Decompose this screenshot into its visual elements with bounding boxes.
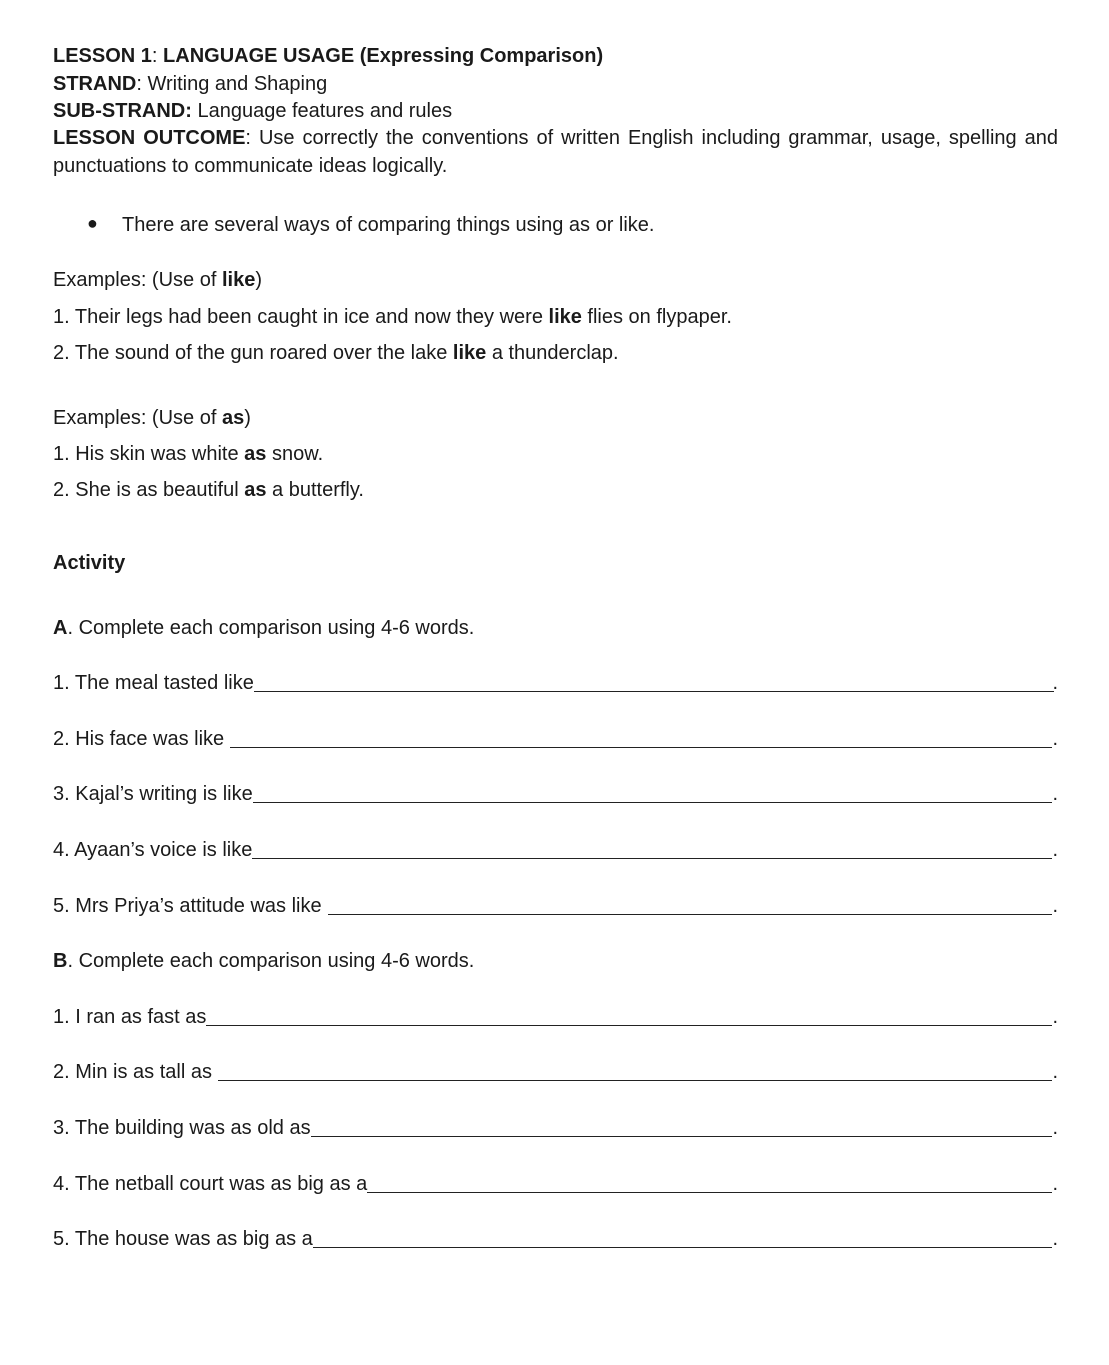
answer-blank[interactable] [252,840,1052,859]
section-b-instruction: B. Complete each comparison using 4-6 words. [53,950,475,972]
substrand-value: Language features and rules [197,100,453,122]
examples-as-heading: Examples: (Use of as) [53,407,251,429]
answer-row-a4: 4. Ayaan’s voice is like . [53,839,1058,861]
answer-blank[interactable] [206,1007,1052,1026]
answer-row-b3: 3. The building was as old as . [53,1117,1058,1139]
intro-bullet-text: There are several ways of comparing things using as or like. [122,214,655,236]
lesson-label: LESSON 1 [53,45,152,67]
substrand-line [53,99,452,123]
answer-row-b2: 2. Min is as tall as . [53,1061,1058,1083]
strand-label: STRAND [53,73,137,95]
outcome-label: LESSON OUTCOME [53,127,246,149]
answer-blank[interactable] [328,896,1053,915]
answer-row-a5: 5. Mrs Priya’s attitude was like . [53,895,1058,917]
strand-value: Writing and Shaping [147,73,328,95]
lesson-title-text: LANGUAGE USAGE (Expressing Comparison) [163,45,604,67]
answer-row-a3: 3. Kajal’s writing is like . [53,783,1058,805]
lesson-title: LESSON 1: LANGUAGE USAGE (Expressing Comparison) [53,45,604,67]
answer-blank[interactable] [230,729,1052,748]
answer-row-a2: 2. His face was like . [53,728,1058,750]
answer-blank[interactable] [311,1118,1053,1137]
strand-line: STRAND: Writing and Shaping [53,73,328,95]
lesson-outcome: LESSON OUTCOME: Use correctly the conventions of written English including grammar, usage, spelling and punctuations to communicate ideas logically. [53,127,1058,177]
examples-like-heading: Examples: (Use of like) [53,269,262,291]
bullet-icon: ● [87,213,98,233]
outcome-value: Use correctly the conventions of written English including grammar, usage, spelling and punctuations to communicate ideas logically. [53,127,1058,177]
example-like-2: 2. The sound of the gun roared over the lake like a thunderclap. [53,342,619,364]
answer-blank[interactable] [253,784,1053,803]
answer-row-b5: 5. The house was as big as a . [53,1228,1058,1250]
answer-blank[interactable] [218,1062,1052,1081]
answer-blank[interactable] [313,1229,1053,1248]
answer-row-a1: 1. The meal tasted like . [53,672,1058,694]
section-a-instruction: A. Complete each comparison using 4-6 words. [53,617,475,639]
answer-blank[interactable] [367,1174,1052,1193]
answer-row-b1: 1. I ran as fast as . [53,1006,1058,1028]
substrand-label: SUB-STRAND: [53,100,192,122]
answer-row-b4: 4. The netball court was as big as a . [53,1173,1058,1195]
example-as-1: 1. His skin was white as snow. [53,443,324,465]
example-as-2: 2. She is as beautiful as a butterfly. [53,479,364,501]
answer-blank[interactable] [254,673,1055,692]
example-like-1: 1. Their legs had been caught in ice and now they were like flies on flypaper. [53,306,732,328]
activity-heading: Activity [53,552,126,574]
